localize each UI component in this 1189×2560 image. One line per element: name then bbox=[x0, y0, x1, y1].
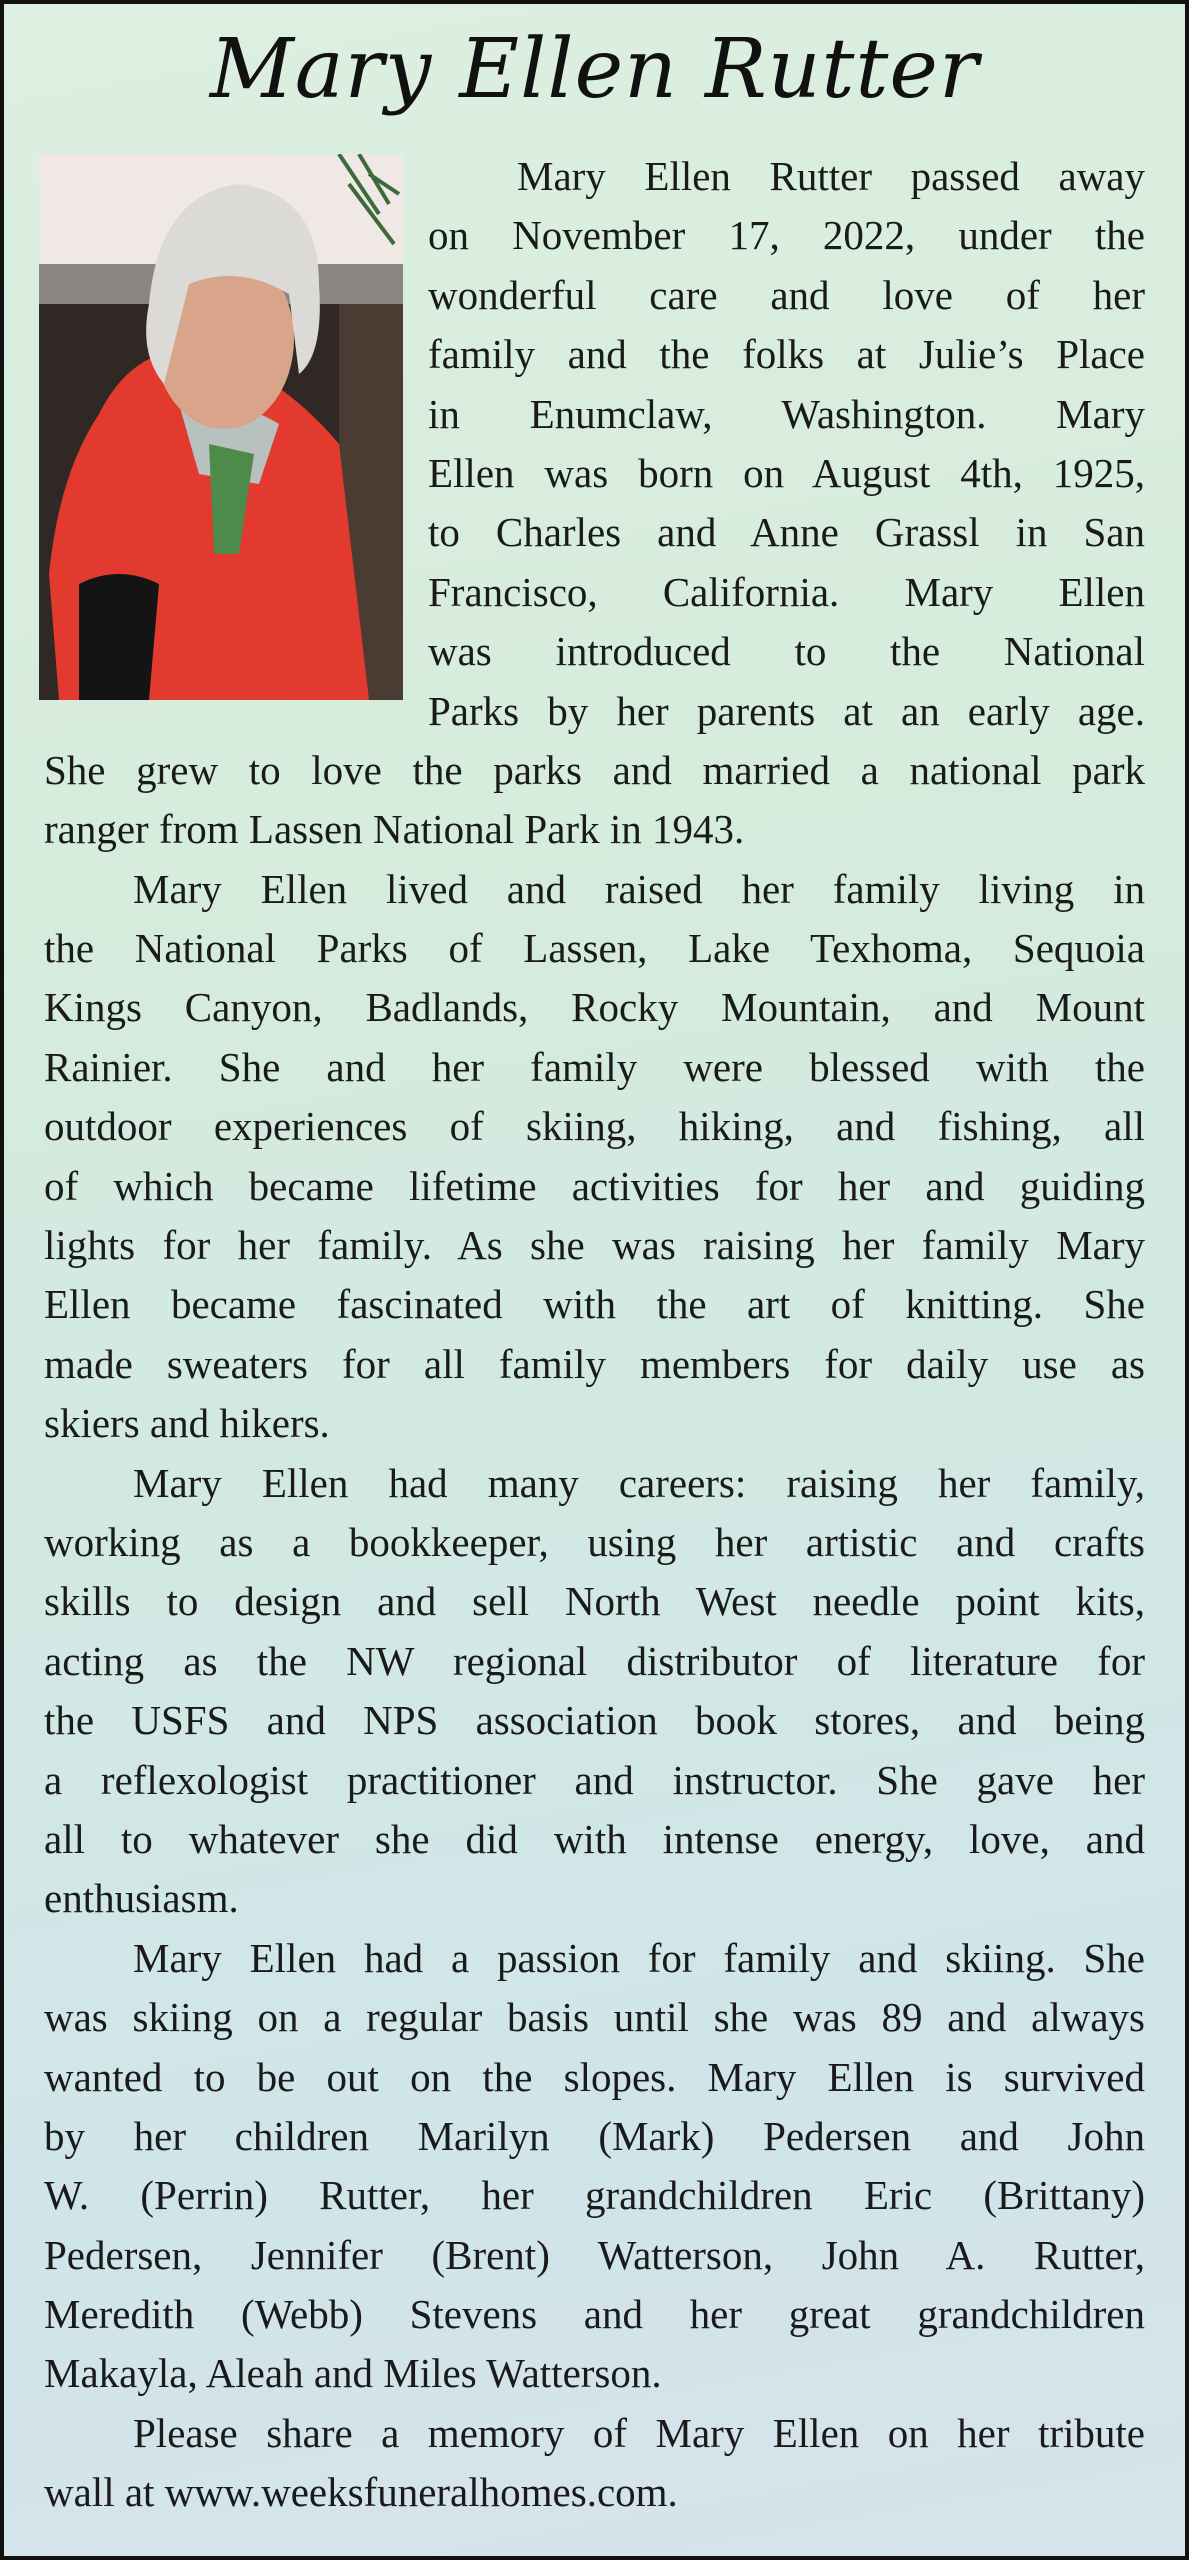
text-line: Mary Ellen Rutter passed away bbox=[517, 153, 1145, 199]
text-line: made sweaters for all family members for daily use as bbox=[44, 1340, 1145, 1387]
text-line: Mary Ellen had a passion for family and skiing. She bbox=[133, 1934, 1145, 1981]
text-line: in Enumclaw, Washington. Mary bbox=[428, 390, 1145, 437]
text-line: Pedersen, Jennifer (Brent) Watterson, John A. Rutter, bbox=[44, 2231, 1145, 2278]
text-line: outdoor experiences of skiing, hiking, and fishing, all bbox=[44, 1103, 1145, 1150]
text-line: was introduced to the National bbox=[428, 628, 1145, 675]
text-line: Francisco, California. Mary Ellen bbox=[428, 568, 1145, 615]
text-line: Mary Ellen lived and raised her family living in bbox=[133, 865, 1145, 912]
text-line: on November 17, 2022, under the bbox=[428, 212, 1145, 259]
text-line: wonderful care and love of her bbox=[428, 271, 1145, 318]
paragraph-3 bbox=[44, 1454, 1145, 1929]
text-line: of which became lifetime activities for her and guiding bbox=[44, 1162, 1145, 1209]
text-line: was skiing on a regular basis until she was 89 and always bbox=[44, 1994, 1145, 2041]
obituary-title: Mary Ellen Rutter bbox=[209, 22, 980, 117]
paragraph-5 bbox=[44, 2404, 1145, 2523]
text-line: Kings Canyon, Badlands, Rocky Mountain, and Mount bbox=[44, 984, 1145, 1031]
paragraph-2 bbox=[44, 860, 1145, 1454]
paragraph-4 bbox=[44, 1929, 1145, 2404]
text-line: a reflexologist practitioner and instructor. She gave her bbox=[44, 1756, 1145, 1803]
text-line: skiers and hikers. bbox=[44, 1400, 330, 1447]
text-line: wanted to be out on the slopes. Mary Ellen is survived bbox=[44, 2053, 1145, 2100]
tribute-link-line: wall at www.weeksfuneralhomes.com. bbox=[44, 2469, 678, 2516]
text-line: Meredith (Webb) Stevens and her great grandchildren bbox=[44, 2291, 1145, 2338]
text-line: lights for her family. As she was raising her family Mary bbox=[44, 1222, 1145, 1269]
text-line: ranger from Lassen National Park in 1943. bbox=[44, 806, 745, 853]
text-line: working as a bookkeeper, using her artistic and crafts bbox=[44, 1518, 1145, 1565]
text-line: enthusiasm. bbox=[44, 1875, 239, 1922]
text-line: all to whatever she did with intense energy, love, and bbox=[44, 1815, 1145, 1862]
text-line: Ellen became fascinated with the art of knitting. She bbox=[44, 1281, 1145, 1328]
paragraph-1 bbox=[44, 147, 1145, 860]
text-line: family and the folks at Julie’s Place bbox=[428, 331, 1145, 378]
text-line: W. (Perrin) Rutter, her grandchildren Eric (Brittany) bbox=[44, 2172, 1145, 2219]
text-line: Makayla, Aleah and Miles Watterson. bbox=[44, 2350, 662, 2397]
text-line: acting as the NW regional distributor of literature for bbox=[44, 1637, 1145, 1684]
text-line: Rainier. She and her family were blessed with the bbox=[44, 1043, 1145, 1090]
obituary-body bbox=[44, 147, 1145, 2523]
text-line: by her children Marilyn (Mark) Pedersen and John bbox=[44, 2112, 1145, 2159]
text-line: Please share a memory of Mary Ellen on her tribute bbox=[133, 2409, 1145, 2456]
text-line: to Charles and Anne Grassl in San bbox=[428, 509, 1145, 556]
text-line: Mary Ellen had many careers: raising her family, bbox=[133, 1459, 1145, 1506]
text-line: skills to design and sell North West needle point kits, bbox=[44, 1578, 1145, 1625]
text-line: Ellen was born on August 4th, 1925, bbox=[428, 449, 1145, 496]
text-line: the National Parks of Lassen, Lake Texhoma, Sequoia bbox=[44, 925, 1145, 972]
text-line: Parks by her parents at an early age. bbox=[428, 687, 1145, 734]
text-line: She grew to love the parks and married a national park bbox=[44, 746, 1145, 793]
text-line: the USFS and NPS association book stores, and being bbox=[44, 1697, 1145, 1744]
